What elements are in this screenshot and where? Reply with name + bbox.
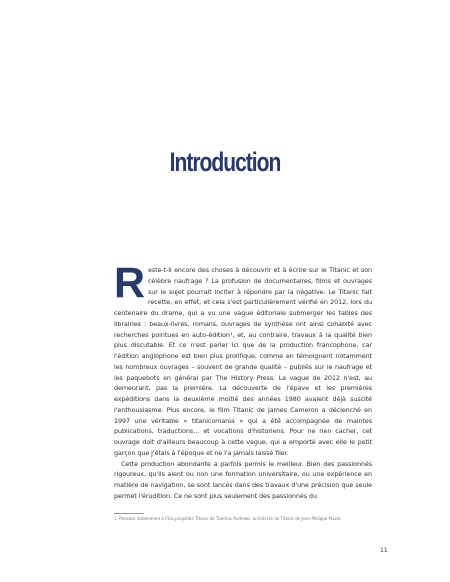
body-text bbox=[114, 259, 372, 502]
paragraph-1-text: este-t-il encore des choses à découvrir et à écrire sur le Titanic et son célèbre naufrage ? La profusion de documentaires, films et ouvrages sur le sujet pourrait inciter à répondre par la négative. Le Titanic fait recette, en effet, et cela s'est particulièrement vérifié en 2012, lors du centenaire du drame, qui a vu une vague éditoriale submerger les tables des librairies : beaux-livres, romans, ouvrages de synthèse ont ainsi cohabité avec recherches pointues en auto-édition¹, et, au contraire, travaux à la qualité bien plus discutable. Et ce n'est parler ici que de la production francophone, car l'édition anglophone est bien plus prolifique, comme en témoignent notamment les nombreux ouvrages – souvent de grande qualité – publiés sur le naufrage et les paquebots en général par The History Press. La vague de 2012 n'est, au demeurant, pas la première. La découverte de l'épave et les premières expéditions dans la deuxième moitié des années 1980 avaient déjà suscité l'enthousiasme. Plus encore, le film Titanic de James Cameron a déclenché en 1997 une véritable « titanicomania » qui a été accompagnée de maintes publications, traductions… et vocations d'historiens. Pour ne rien cacher, cet ouvrage doit d'ailleurs beaucoup à cette vague, qui a emporté avec elle le petit garçon que j'étais à l'époque et ne l'a jamais laissé filer. bbox=[114, 266, 372, 457]
drop-cap: R bbox=[114, 259, 145, 307]
page-number: 11 bbox=[380, 547, 388, 554]
paragraph-1 bbox=[114, 259, 372, 459]
footnote-divider bbox=[114, 513, 144, 514]
page-title: Introduction bbox=[169, 147, 281, 177]
footnote: 1. Pensons notamment à l'Encyclopédie Titanic de Thomas Andrews, architecte du Titanic de Jean-Philippe Mazet. bbox=[114, 516, 342, 521]
paragraph-2: Cette production abondante a parfois permis le meilleur. Bien des passionnés rigoureux, qu'ils aient ou non une formation universitaire, ou une expérience en matière de navigation, se sont lancés dans des travaux d'une précision que seule permet l'érudition. Ce ne sont plus seulement des passionnés du bbox=[114, 459, 372, 500]
